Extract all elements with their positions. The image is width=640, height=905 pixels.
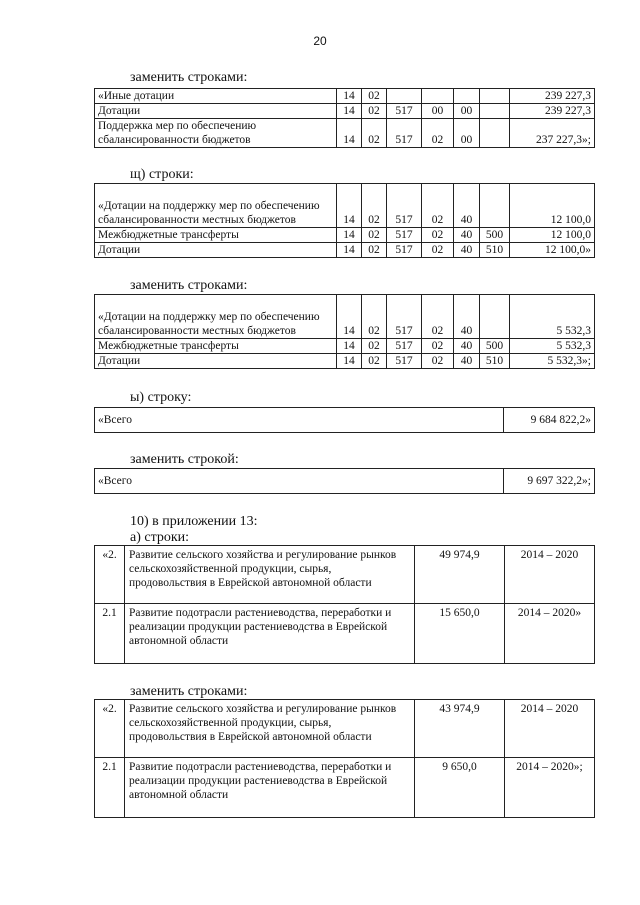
- program-amount: 49 974,9: [415, 546, 505, 604]
- row-label: Поддержка мер по обеспечению сбалансированности бюджетов: [95, 119, 337, 148]
- cell-code: [454, 89, 480, 104]
- cell-section: 14: [337, 104, 362, 119]
- cell-type: 510: [480, 243, 510, 258]
- budget-table: [94, 294, 595, 369]
- program-table: [94, 699, 595, 818]
- cell-code: 517: [387, 184, 422, 228]
- cell-type: [480, 119, 510, 148]
- table-row: [95, 104, 595, 119]
- total-label: «Всего: [95, 408, 504, 433]
- cell-code: 517: [387, 354, 422, 369]
- cell-section: 14: [337, 228, 362, 243]
- cell-type: 500: [480, 228, 510, 243]
- cell-code: 40: [454, 339, 480, 354]
- row-label: «Дотации на поддержку мер по обеспечению сбалансированности местных бюджетов: [95, 184, 337, 228]
- row-number: 2.1: [95, 604, 125, 664]
- cell-code: 02: [422, 228, 454, 243]
- cell-subsection: 02: [362, 295, 387, 339]
- row-number: 2.1: [95, 758, 125, 818]
- section-heading: ы) строку:: [130, 390, 192, 405]
- table-row: [95, 408, 595, 433]
- program-amount: 43 974,9: [415, 700, 505, 758]
- cell-subsection: 02: [362, 339, 387, 354]
- section-heading: заменить строкой:: [130, 452, 239, 467]
- cell-amount: 12 100,0: [510, 228, 595, 243]
- program-period: 2014 – 2020»: [505, 604, 595, 664]
- cell-code: 02: [422, 339, 454, 354]
- cell-amount: 12 100,0: [510, 184, 595, 228]
- program-period: 2014 – 2020: [505, 700, 595, 758]
- program-amount: 15 650,0: [415, 604, 505, 664]
- cell-subsection: 02: [362, 354, 387, 369]
- cell-subsection: 02: [362, 119, 387, 148]
- cell-code: [422, 89, 454, 104]
- cell-amount: 5 532,3: [510, 295, 595, 339]
- table-row: [95, 339, 595, 354]
- cell-code: 02: [422, 295, 454, 339]
- cell-amount: 237 227,3»;: [510, 119, 595, 148]
- cell-section: 14: [337, 295, 362, 339]
- row-number: «2.: [95, 546, 125, 604]
- cell-type: [480, 295, 510, 339]
- table-row: [95, 700, 595, 758]
- cell-subsection: 02: [362, 184, 387, 228]
- program-name: Развитие подотрасли растениеводства, переработки и реализации продукции растениеводства в Еврейской автономной области: [125, 604, 415, 664]
- total-value: 9 684 822,2»: [504, 408, 595, 433]
- row-label: Дотации: [95, 354, 337, 369]
- cell-section: 14: [337, 89, 362, 104]
- cell-code: 40: [454, 228, 480, 243]
- cell-type: [480, 89, 510, 104]
- total-label: «Всего: [95, 469, 504, 494]
- cell-section: 14: [337, 119, 362, 148]
- table-row: [95, 354, 595, 369]
- program-name: Развитие сельского хозяйства и регулирование рынков сельскохозяйственной продукции, сырья, продовольствия в Еврейской автономной области: [125, 546, 415, 604]
- cell-section: 14: [337, 243, 362, 258]
- cell-code: 00: [422, 104, 454, 119]
- cell-code: 00: [454, 119, 480, 148]
- budget-table: [94, 88, 595, 148]
- cell-code: 00: [454, 104, 480, 119]
- table-row: [95, 469, 595, 494]
- cell-subsection: 02: [362, 89, 387, 104]
- cell-amount: 5 532,3»;: [510, 354, 595, 369]
- cell-code: 02: [422, 354, 454, 369]
- table-row: [95, 119, 595, 148]
- cell-section: 14: [337, 339, 362, 354]
- total-table: [94, 468, 595, 494]
- cell-section: 14: [337, 354, 362, 369]
- program-period: 2014 – 2020»;: [505, 758, 595, 818]
- table-row: [95, 295, 595, 339]
- program-period: 2014 – 2020: [505, 546, 595, 604]
- cell-code: 517: [387, 243, 422, 258]
- table-row: [95, 243, 595, 258]
- cell-code: 517: [387, 119, 422, 148]
- total-value: 9 697 322,2»;: [504, 469, 595, 494]
- budget-table: [94, 183, 595, 258]
- section-heading: а) строки:: [130, 530, 190, 545]
- cell-code: 40: [454, 354, 480, 369]
- section-heading: щ) строки:: [130, 167, 194, 182]
- table-row: [95, 228, 595, 243]
- cell-type: [480, 184, 510, 228]
- row-label: «Дотации на поддержку мер по обеспечению сбалансированности местных бюджетов: [95, 295, 337, 339]
- cell-code: 517: [387, 339, 422, 354]
- row-label: Дотации: [95, 104, 337, 119]
- cell-code: 02: [422, 243, 454, 258]
- cell-type: 510: [480, 354, 510, 369]
- program-name: Развитие сельского хозяйства и регулирование рынков сельскохозяйственной продукции, сырья, продовольствия в Еврейской автономной области: [125, 700, 415, 758]
- cell-section: 14: [337, 184, 362, 228]
- cell-subsection: 02: [362, 243, 387, 258]
- cell-amount: 239 227,3: [510, 89, 595, 104]
- cell-type: 500: [480, 339, 510, 354]
- section-heading: 10) в приложении 13:: [130, 514, 258, 529]
- page-number: 20: [313, 34, 327, 48]
- row-label: «Иные дотации: [95, 89, 337, 104]
- program-amount: 9 650,0: [415, 758, 505, 818]
- program-table: [94, 545, 595, 664]
- table-row: [95, 184, 595, 228]
- cell-code: [387, 89, 422, 104]
- cell-code: 02: [422, 119, 454, 148]
- cell-code: 517: [387, 104, 422, 119]
- cell-code: 40: [454, 295, 480, 339]
- cell-code: 40: [454, 184, 480, 228]
- cell-amount: 239 227,3: [510, 104, 595, 119]
- row-label: Дотации: [95, 243, 337, 258]
- total-table: [94, 407, 595, 433]
- cell-subsection: 02: [362, 228, 387, 243]
- row-label: Межбюджетные трансферты: [95, 228, 337, 243]
- cell-code: 517: [387, 295, 422, 339]
- row-label: Межбюджетные трансферты: [95, 339, 337, 354]
- table-row: [95, 546, 595, 604]
- cell-subsection: 02: [362, 104, 387, 119]
- table-row: [95, 604, 595, 664]
- cell-type: [480, 104, 510, 119]
- table-row: [95, 89, 595, 104]
- table-row: [95, 758, 595, 818]
- row-number: «2.: [95, 700, 125, 758]
- cell-amount: 5 532,3: [510, 339, 595, 354]
- section-heading: заменить строками:: [130, 684, 248, 699]
- cell-code: 02: [422, 184, 454, 228]
- cell-code: 40: [454, 243, 480, 258]
- program-name: Развитие подотрасли растениеводства, переработки и реализации продукции растениеводства в Еврейской автономной области: [125, 758, 415, 818]
- section-heading: заменить строками:: [130, 278, 248, 293]
- section-heading: заменить строками:: [130, 70, 248, 85]
- cell-code: 517: [387, 228, 422, 243]
- cell-amount: 12 100,0»: [510, 243, 595, 258]
